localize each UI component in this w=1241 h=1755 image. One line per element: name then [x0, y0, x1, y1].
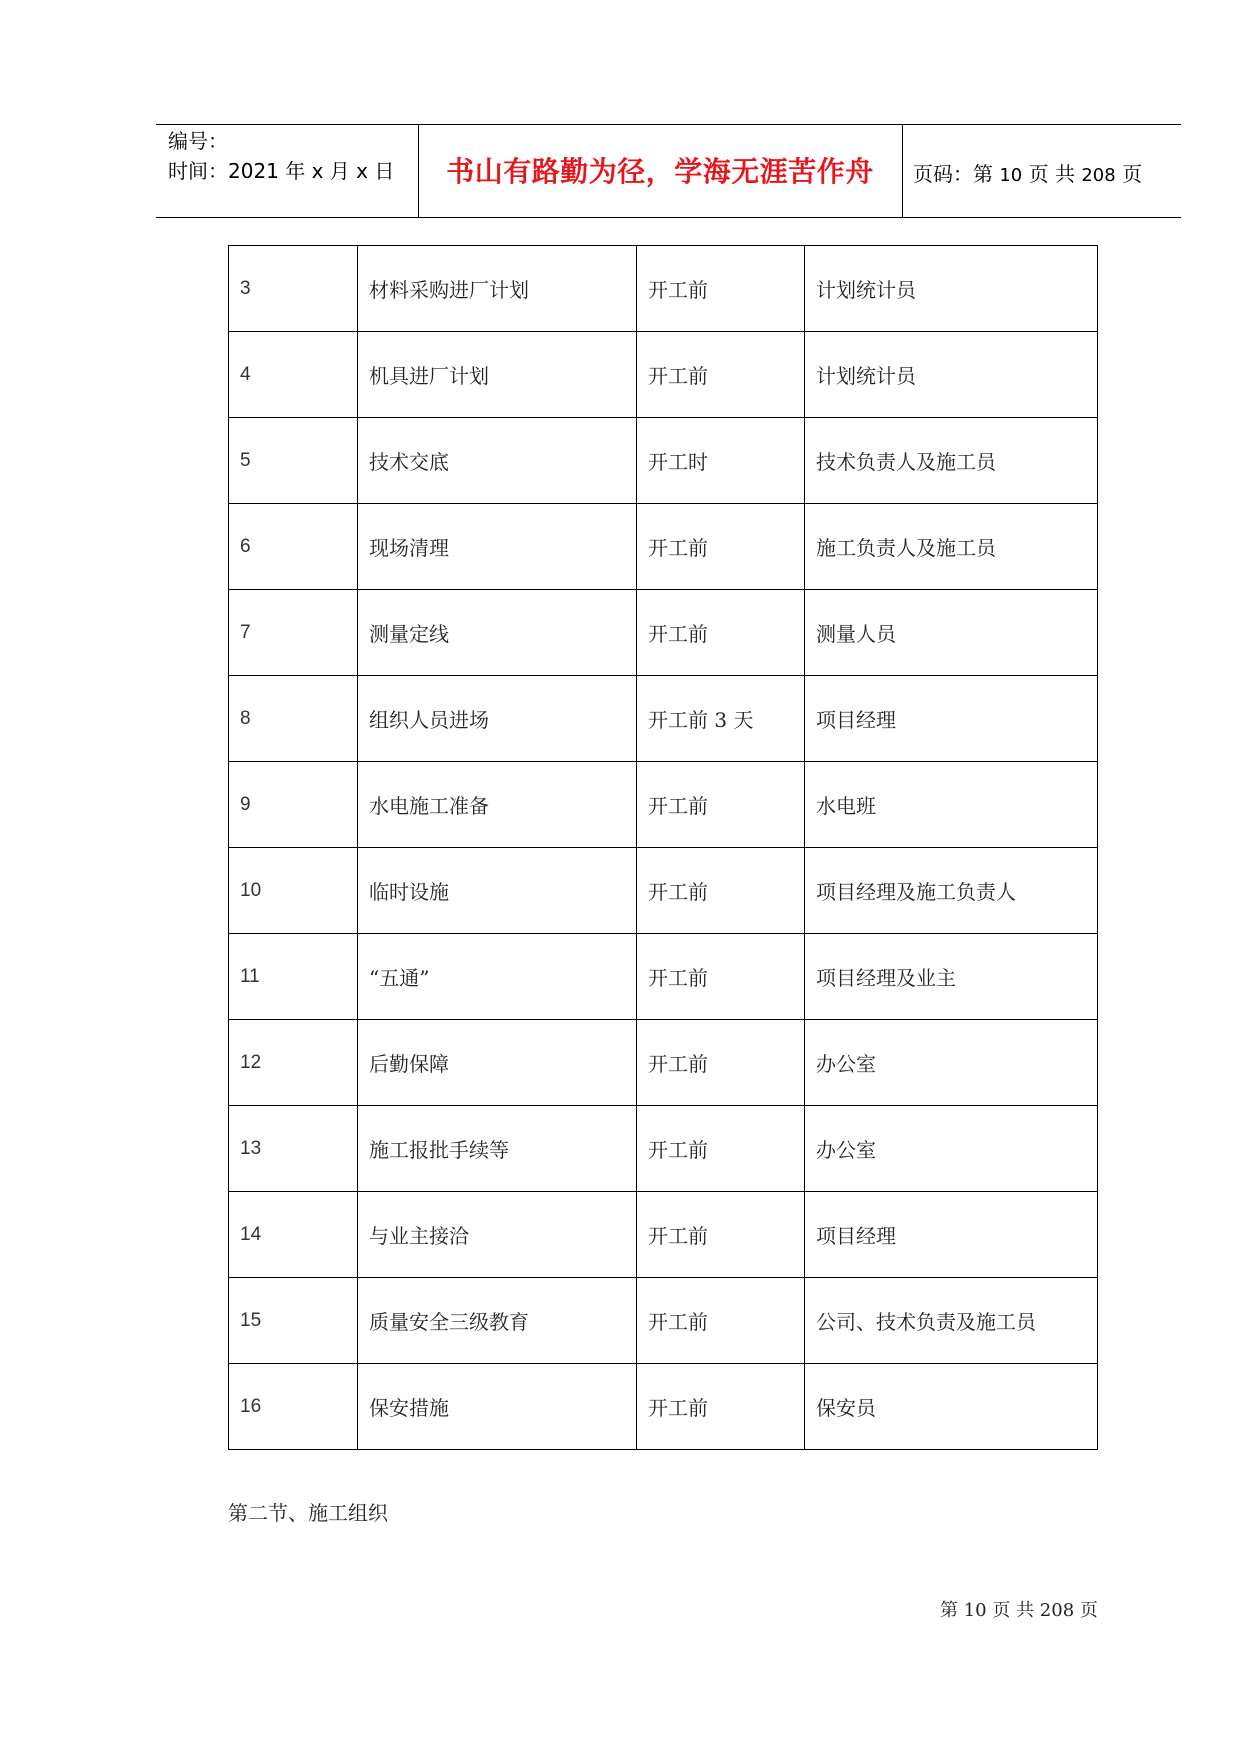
- cell-no: 4: [229, 332, 358, 418]
- table-row: [229, 676, 1098, 762]
- cell-person: 水电班: [805, 762, 1098, 848]
- table-row: [229, 934, 1098, 1020]
- cell-item: 水电施工准备: [358, 762, 637, 848]
- header-bottom-rule: [156, 217, 1181, 218]
- cell-no: 7: [229, 590, 358, 676]
- table-row: [229, 1192, 1098, 1278]
- cell-no: 3: [229, 246, 358, 332]
- page-code-prefix: 页码：第: [913, 162, 993, 186]
- cell-time: 开工前: [637, 246, 805, 332]
- cell-no: 16: [229, 1364, 358, 1450]
- table-row: [229, 1106, 1098, 1192]
- cell-no: 11: [229, 934, 358, 1020]
- cell-item: 施工报批手续等: [358, 1106, 637, 1192]
- cell-time: 开工前: [637, 1106, 805, 1192]
- cell-person: 计划统计员: [805, 332, 1098, 418]
- cell-time: 开工前: [637, 934, 805, 1020]
- table-row: [229, 418, 1098, 504]
- cell-item: 与业主接洽: [358, 1192, 637, 1278]
- cell-item: 机具进厂计划: [358, 332, 637, 418]
- cell-item: 现场清理: [358, 504, 637, 590]
- header-divider-right: [902, 124, 903, 217]
- cell-time: 开工前: [637, 332, 805, 418]
- cell-no: 15: [229, 1278, 358, 1364]
- page-code-mid: 页 共: [1028, 162, 1075, 186]
- table-row: [229, 246, 1098, 332]
- table-row: [229, 1020, 1098, 1106]
- cell-time: 开工前: [637, 504, 805, 590]
- section-title: 第二节、施工组织: [228, 1501, 388, 1525]
- cell-person: 测量人员: [805, 590, 1098, 676]
- cell-person: 办公室: [805, 1106, 1098, 1192]
- page-current: 10: [999, 165, 1023, 186]
- table-row: [229, 590, 1098, 676]
- cell-time: 开工前: [637, 1020, 805, 1106]
- cell-no: 6: [229, 504, 358, 590]
- header-page-code: [913, 158, 1142, 187]
- cell-person: 施工负责人及施工员: [805, 504, 1098, 590]
- cell-time: 开工前: [637, 1192, 805, 1278]
- cell-item: 临时设施: [358, 848, 637, 934]
- table-row: [229, 1364, 1098, 1450]
- cell-person: 项目经理: [805, 676, 1098, 762]
- cell-item: 测量定线: [358, 590, 637, 676]
- cell-no: 8: [229, 676, 358, 762]
- cell-time: 开工前 3 天: [637, 676, 805, 762]
- cell-no: 12: [229, 1020, 358, 1106]
- header-meta: [168, 126, 394, 186]
- cell-time: 开工前: [637, 762, 805, 848]
- cell-item: 质量安全三级教育: [358, 1278, 637, 1364]
- task-table-body: [229, 246, 1098, 1450]
- table-row: [229, 848, 1098, 934]
- cell-person: 保安员: [805, 1364, 1098, 1450]
- cell-item: “五通”: [358, 934, 637, 1020]
- cell-no: 9: [229, 762, 358, 848]
- cell-person: 计划统计员: [805, 246, 1098, 332]
- cell-time: 开工前: [637, 848, 805, 934]
- table-row: [229, 504, 1098, 590]
- number-label: 编号：: [168, 129, 228, 153]
- table-row: [229, 332, 1098, 418]
- header-top-rule: [156, 124, 1181, 125]
- cell-item: 技术交底: [358, 418, 637, 504]
- cell-no: 13: [229, 1106, 358, 1192]
- cell-no: 14: [229, 1192, 358, 1278]
- cell-time: 开工前: [637, 1364, 805, 1450]
- cell-time: 开工前: [637, 590, 805, 676]
- page-code-suffix: 页: [1122, 162, 1143, 186]
- table-row: [229, 1278, 1098, 1364]
- cell-item: 材料采购进厂计划: [358, 246, 637, 332]
- header-motto: 书山有路勤为径，学海无涯苦作舟: [446, 155, 874, 188]
- cell-time: 开工时: [637, 418, 805, 504]
- cell-person: 项目经理及业主: [805, 934, 1098, 1020]
- cell-person: 办公室: [805, 1020, 1098, 1106]
- time-label: 时间：2021 年 x 月 x 日: [168, 159, 395, 183]
- cell-no: 10: [229, 848, 358, 934]
- task-table: [228, 245, 1098, 1450]
- cell-item: 保安措施: [358, 1364, 637, 1450]
- page-total: 208: [1081, 165, 1116, 186]
- cell-time: 开工前: [637, 1278, 805, 1364]
- cell-item: 组织人员进场: [358, 676, 637, 762]
- cell-person: 公司、技术负责及施工员: [805, 1278, 1098, 1364]
- cell-person: 项目经理及施工负责人: [805, 848, 1098, 934]
- cell-no: 5: [229, 418, 358, 504]
- footer-page-number: 第 10 页 共 208 页: [940, 1600, 1098, 1621]
- cell-person: 技术负责人及施工员: [805, 418, 1098, 504]
- cell-person: 项目经理: [805, 1192, 1098, 1278]
- cell-item: 后勤保障: [358, 1020, 637, 1106]
- table-row: [229, 762, 1098, 848]
